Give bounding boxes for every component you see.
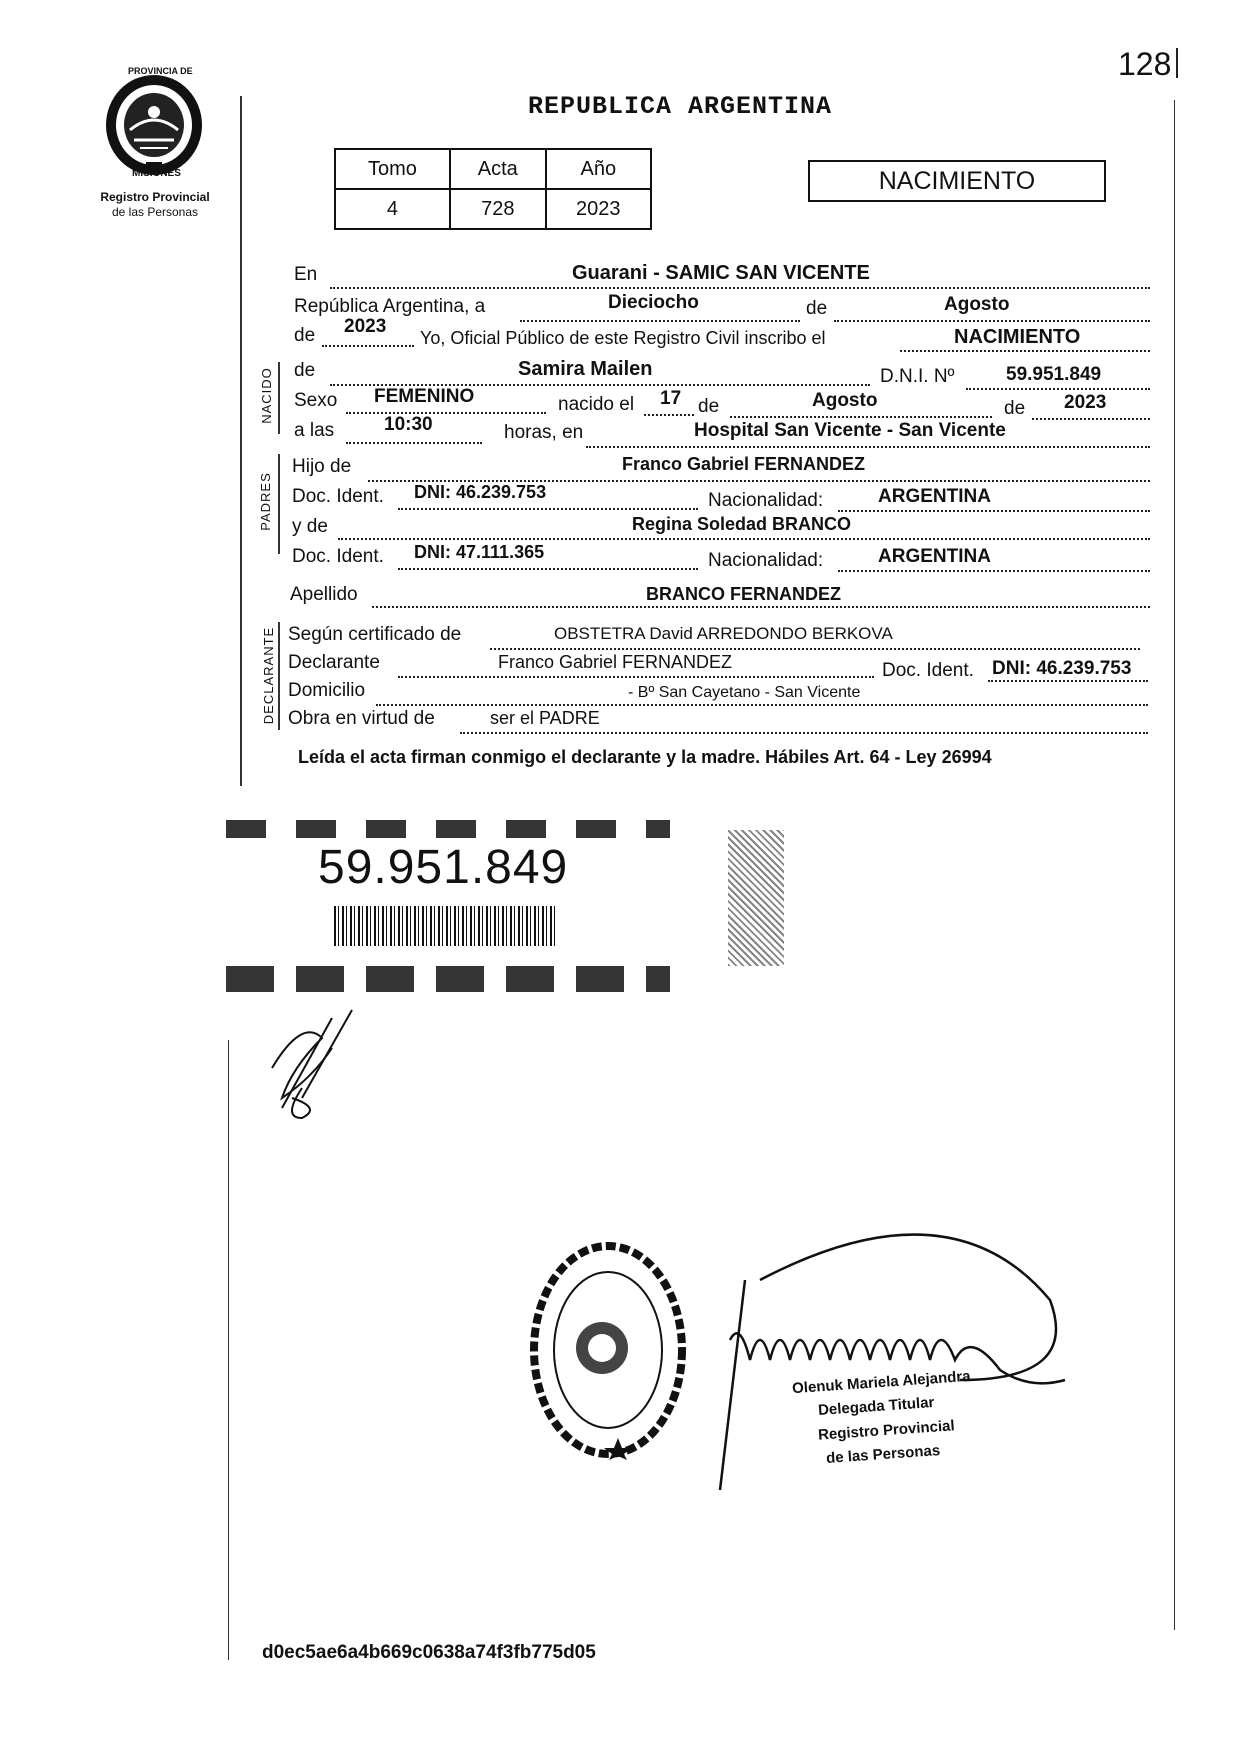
page-number: 128 bbox=[1118, 46, 1172, 82]
official-org-line1: Registro Provincial bbox=[817, 1417, 956, 1444]
mother-doc-line bbox=[398, 568, 698, 570]
obra-label: Obra en virtud de bbox=[288, 708, 435, 729]
child-name: Samira Mailen bbox=[518, 358, 653, 380]
nacido-el-label: nacido el bbox=[558, 394, 635, 415]
table-value-acta: 728 bbox=[450, 189, 546, 229]
mother-nationality-line bbox=[838, 570, 1150, 572]
mother-doc: DNI: 47.111.365 bbox=[414, 542, 545, 562]
table-header-acta: Acta bbox=[450, 149, 546, 189]
apellido-label: Apellido bbox=[290, 584, 358, 605]
year-line bbox=[322, 345, 414, 347]
birth-year: 2023 bbox=[1064, 392, 1107, 413]
left-margin-rule-lower bbox=[228, 1040, 229, 1660]
mother-doc-label: Doc. Ident. bbox=[292, 546, 384, 567]
apellido-value: BRANCO FERNANDEZ bbox=[646, 584, 841, 604]
security-number: 59.951.849 bbox=[318, 841, 569, 894]
cert-label: Según certificado de bbox=[288, 624, 462, 645]
security-band-top bbox=[226, 820, 670, 838]
apellido-line bbox=[372, 606, 1150, 608]
registry-place: Guarani - SAMIC SAN VICENTE bbox=[572, 262, 870, 284]
de-label-1: de bbox=[806, 298, 828, 319]
birth-time: 10:30 bbox=[384, 414, 433, 435]
declarant-name-line bbox=[398, 676, 874, 678]
official-org-line2: de las Personas bbox=[825, 1442, 941, 1467]
footer-hash: d0ec5ae6a4b669c0638a74f3fb775d05 bbox=[262, 1642, 596, 1663]
document-type-box: NACIMIENTO bbox=[808, 160, 1106, 202]
table-value-anio: 2023 bbox=[546, 189, 651, 229]
registration-day: Dieciocho bbox=[608, 292, 699, 313]
registry-table bbox=[334, 148, 652, 230]
father-doc-line bbox=[398, 508, 698, 510]
child-dni-line bbox=[966, 388, 1150, 390]
declarant-doc-line bbox=[988, 680, 1148, 682]
declarant-doc: DNI: 46.239.753 bbox=[992, 658, 1132, 679]
closing-text: Leída el acta firman conmigo el declarante y la madre. Hábiles Art. 64 - Ley 26994 bbox=[298, 747, 992, 767]
declarant-doc-label: Doc. Ident. bbox=[882, 660, 974, 681]
de-label-3: de bbox=[698, 396, 720, 417]
padres-label: PADRES bbox=[257, 472, 273, 531]
republica-label: República Argentina, a bbox=[294, 296, 486, 317]
official-title: Delegada Titular bbox=[817, 1393, 935, 1420]
mother-nationality: ARGENTINA bbox=[878, 546, 991, 567]
margin-mark bbox=[1176, 48, 1178, 78]
y-de-label: y de bbox=[292, 516, 328, 537]
birth-month-line bbox=[730, 416, 992, 418]
de-label-2: de bbox=[294, 325, 316, 346]
father-nationality-label: Nacionalidad: bbox=[708, 490, 824, 511]
act-kind-line bbox=[900, 350, 1150, 352]
sexo-line bbox=[346, 412, 546, 414]
table-value-tomo: 4 bbox=[335, 189, 450, 229]
father-nationality-line bbox=[838, 510, 1150, 512]
sexo-value: FEMENINO bbox=[374, 386, 475, 407]
sexo-label: Sexo bbox=[294, 390, 338, 411]
birth-month: Agosto bbox=[812, 390, 878, 411]
birth-year-line bbox=[1032, 418, 1150, 420]
hijo-de-label: Hijo de bbox=[292, 456, 352, 477]
declarante-section-rule bbox=[278, 622, 280, 730]
father-doc: DNI: 46.239.753 bbox=[414, 482, 547, 502]
day-line bbox=[520, 320, 800, 322]
logo-top-text: PROVINCIA DE bbox=[128, 66, 193, 76]
official-stamp bbox=[528, 1240, 688, 1460]
cert-value: OBSTETRA David ARREDONDO BERKOVA bbox=[554, 624, 893, 643]
logo-bottom-text: MISIONES bbox=[132, 168, 181, 179]
place-line bbox=[330, 287, 1150, 289]
father-nationality: ARGENTINA bbox=[878, 486, 991, 507]
nacido-section-rule bbox=[278, 362, 280, 434]
registration-month: Agosto bbox=[944, 294, 1010, 315]
domicilio-value: - Bº San Cayetano - San Vicente bbox=[628, 684, 861, 701]
province-logo bbox=[102, 66, 206, 180]
left-margin-rule bbox=[240, 96, 242, 786]
security-hologram bbox=[728, 830, 784, 966]
obra-line bbox=[460, 732, 1148, 734]
table-header-tomo: Tomo bbox=[335, 149, 450, 189]
declarante-field-label: Declarante bbox=[288, 652, 380, 673]
en-label: En bbox=[294, 264, 318, 285]
domicilio-label: Domicilio bbox=[288, 680, 366, 701]
mother-line bbox=[338, 538, 1150, 540]
act-kind: NACIMIENTO bbox=[954, 326, 1081, 348]
declarant-name: Franco Gabriel FERNANDEZ bbox=[498, 652, 733, 672]
agency-name-line1: Registro Provincial bbox=[100, 190, 210, 204]
registration-year: 2023 bbox=[344, 316, 387, 337]
padres-section-rule bbox=[278, 454, 280, 554]
child-dni: 59.951.849 bbox=[1006, 364, 1102, 385]
mother-nationality-label: Nacionalidad: bbox=[708, 550, 824, 571]
horas-label: horas, en bbox=[504, 422, 584, 443]
declarant-signature bbox=[262, 1008, 372, 1128]
month-line bbox=[834, 320, 1150, 322]
de-name-label: de bbox=[294, 360, 316, 381]
agency-name-line2: de las Personas bbox=[111, 205, 199, 219]
domicilio-line bbox=[376, 704, 1148, 706]
birth-place: Hospital San Vicente - San Vicente bbox=[694, 420, 1006, 441]
table-header-anio: Año bbox=[546, 149, 651, 189]
cert-line bbox=[490, 648, 1140, 650]
security-band-bottom bbox=[226, 966, 670, 992]
security-barcode bbox=[334, 906, 558, 946]
mother-name: Regina Soledad BRANCO bbox=[632, 514, 852, 534]
father-name: Franco Gabriel FERNANDEZ bbox=[622, 454, 866, 474]
birth-place-line bbox=[586, 446, 1150, 448]
declarante-label: DECLARANTE bbox=[261, 626, 277, 725]
father-doc-label: Doc. Ident. bbox=[292, 486, 384, 507]
officer-text: Yo, Oficial Público de este Registro Civil inscribo el bbox=[420, 328, 826, 348]
de-label-4: de bbox=[1004, 398, 1026, 419]
obra-value: ser el PADRE bbox=[490, 708, 600, 728]
document-title: REPUBLICA ARGENTINA bbox=[528, 92, 833, 121]
official-name: Olenuk Mariela Alejandra bbox=[791, 1367, 972, 1398]
nacido-label: NACIDO bbox=[258, 367, 274, 424]
birth-day: 17 bbox=[660, 388, 682, 409]
right-margin-rule bbox=[1174, 100, 1175, 1630]
dni-label: D.N.I. Nº bbox=[880, 366, 955, 387]
birth-time-line bbox=[346, 442, 482, 444]
a-las-label: a las bbox=[294, 420, 335, 441]
birth-day-line bbox=[644, 414, 694, 416]
